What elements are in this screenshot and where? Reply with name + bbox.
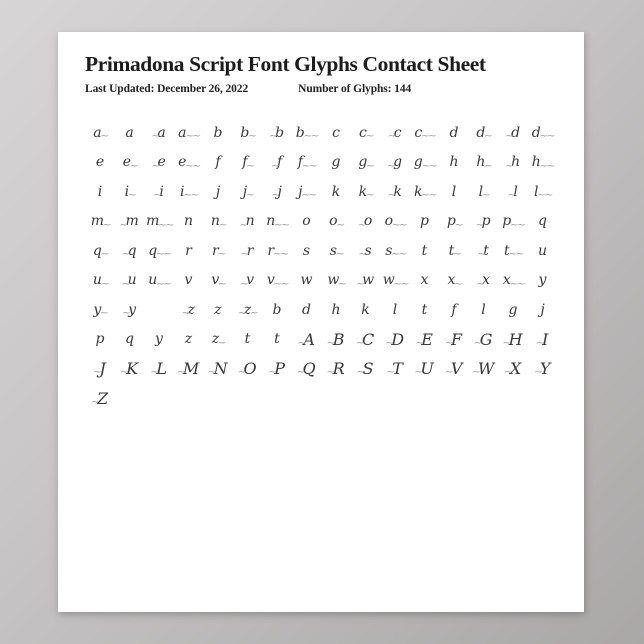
glyph-cell: ~ V <box>444 359 462 379</box>
glyph-cell: q ~ <box>92 242 108 261</box>
glyph-cell: ~ y <box>121 301 136 320</box>
glyph-cell: j ~ <box>242 183 253 202</box>
glyph-cell: ~ k <box>387 183 402 202</box>
glyph-cell <box>203 384 233 414</box>
glyph-cell: p <box>420 213 429 230</box>
glyph-cell: i ~~ <box>180 183 198 202</box>
glyph-cell: l <box>392 301 397 318</box>
glyph-cell: ~ b <box>268 124 284 143</box>
glyph-cell: ~ N <box>207 359 228 379</box>
glyph-cell: ~ J <box>93 359 106 379</box>
glyph-cell: ~ H <box>502 329 523 349</box>
glyph-cell: n ~~ <box>266 213 289 231</box>
glyph-cell: ~ S <box>356 359 374 379</box>
glyph-cell: e <box>95 154 104 171</box>
glyph-cell: o ~~ <box>384 213 406 231</box>
glyph-cell: z <box>184 331 192 348</box>
glyph-count-text: Number of Glyphs: 144 <box>298 83 412 95</box>
glyph-grid <box>85 118 557 413</box>
last-updated-text: Last Updated: December 26, 2022 <box>85 83 249 95</box>
glyph-cell: ~ X <box>503 359 521 379</box>
glyph-cell: ~ K <box>119 359 138 379</box>
glyph-cell: x ~~ <box>502 272 524 290</box>
glyph-cell: w ~ <box>327 272 346 290</box>
glyph-cell: b <box>272 301 281 318</box>
glyph-cell <box>469 384 499 414</box>
glyph-cell <box>144 295 174 325</box>
glyph-cell: w ~~ <box>382 272 408 290</box>
glyph-cell: ~ h <box>504 154 520 172</box>
glyph-cell: a ~~ <box>178 124 200 143</box>
glyph-cell: ~ z <box>181 301 195 320</box>
glyph-cell: ~ Q <box>296 359 316 379</box>
glyph-cell: u ~~ <box>148 272 171 290</box>
glyph-cell: v ~~ <box>266 272 288 290</box>
glyph-cell: m ~ <box>90 213 110 231</box>
glyph-cell: ~ u <box>121 272 137 290</box>
glyph-cell: m ~~ <box>146 213 173 231</box>
glyph-cell: g <box>331 154 340 171</box>
glyph-cell: ~ D <box>384 329 404 349</box>
glyph-cell: c <box>332 124 340 141</box>
glyph-cell: ~ z ~ <box>237 301 257 320</box>
glyph-cell: ~ s <box>358 242 372 261</box>
glyph-cell: u ~ <box>92 272 108 290</box>
glyph-cell: b <box>213 124 222 141</box>
glyph-cell <box>528 384 558 414</box>
glyph-cell <box>292 384 322 414</box>
glyph-cell: b ~ <box>240 124 256 143</box>
glyph-cell: v ~ <box>211 272 226 290</box>
glyph-cell: a ~ <box>93 124 108 143</box>
glyph-cell <box>144 384 174 414</box>
glyph-cell: ~ W <box>471 359 494 379</box>
glyph-cell: ~ F <box>444 329 462 349</box>
glyph-cell: ~ f <box>270 154 282 172</box>
glyph-cell: r ~~ <box>267 242 288 261</box>
glyph-cell: e ~~ <box>178 154 200 172</box>
glyph-cell: j <box>215 183 220 200</box>
glyph-cell: ~ A <box>297 329 315 349</box>
glyph-cell: t <box>244 331 250 348</box>
glyph-cell: g ~~ <box>413 154 436 172</box>
glyph-cell: ~ R <box>326 359 345 379</box>
glyph-cell: s <box>302 242 310 259</box>
glyph-cell: x ~ <box>447 272 462 290</box>
glyph-cell: ~ i <box>153 183 164 202</box>
glyph-cell: ~ r <box>240 242 253 261</box>
glyph-cell: ~ c <box>387 124 402 143</box>
glyph-cell: ~ d <box>504 124 520 143</box>
glyph-cell: o <box>302 213 311 230</box>
glyph-cell: t <box>421 301 427 318</box>
glyph-cell: q <box>125 331 134 348</box>
glyph-cell: y <box>155 331 163 348</box>
glyph-cell <box>115 384 145 414</box>
glyph-cell: t ~ <box>448 242 460 261</box>
glyph-cell: t <box>421 242 427 259</box>
glyph-cell: ~ e <box>151 154 166 172</box>
glyph-cell <box>233 384 263 414</box>
glyph-cell: a <box>125 124 134 141</box>
glyph-cell: ~ C <box>355 329 374 349</box>
glyph-cell: d ~~ <box>531 124 554 143</box>
glyph-cell: e ~ <box>122 154 137 172</box>
glyph-cell: c ~~ <box>414 124 436 143</box>
glyph-cell: l ~~ <box>534 183 552 202</box>
glyph-cell: ~ O <box>237 359 257 379</box>
glyph-cell: h ~~ <box>531 154 554 172</box>
glyph-cell: r ~ <box>212 242 225 261</box>
glyph-cell: p ~~ <box>502 213 525 231</box>
glyph-cell <box>380 384 410 414</box>
glyph-cell: s ~~ <box>385 242 406 261</box>
glyph-cell: l <box>451 183 456 200</box>
glyph-cell: ~ t <box>477 242 489 261</box>
glyph-cell: o ~ <box>329 213 344 231</box>
glyph-cell: b ~~ <box>295 124 318 143</box>
glyph-cell: ~ j <box>271 183 282 202</box>
glyph-cell: p ~ <box>446 213 462 231</box>
glyph-cell: n ~ <box>210 213 226 231</box>
glyph-cell: j ~~ <box>298 183 316 202</box>
glyph-cell: ~ G <box>473 329 492 349</box>
glyph-cell: i <box>97 183 102 200</box>
glyph-cell: ~ o <box>357 213 372 231</box>
glyph-cell: ~ U <box>414 359 434 379</box>
glyph-cell: u <box>537 242 547 259</box>
glyph-cell: d <box>302 301 311 318</box>
glyph-cell: f ~~ <box>297 154 316 172</box>
glyph-cell: k ~ <box>358 183 373 202</box>
glyph-cell: x <box>420 272 428 289</box>
poster-meta <box>85 83 564 95</box>
glyph-cell: ~ p <box>475 213 491 231</box>
glyph-cell: f <box>215 154 221 171</box>
glyph-cell: f ~ <box>242 154 254 172</box>
glyph-cell: h <box>331 301 341 318</box>
glyph-cell: ~ E <box>415 329 433 349</box>
glyph-cell: k <box>331 183 340 200</box>
glyph-cell: ~ g <box>386 154 402 172</box>
glyph-cell: s ~ <box>329 242 343 261</box>
glyph-cell: f <box>451 301 457 318</box>
glyph-cell: ~ q <box>121 242 137 261</box>
glyph-cell: ~ P <box>268 359 285 379</box>
glyph-cell: t <box>274 331 280 348</box>
glyph-cell: c ~ <box>358 124 373 143</box>
glyph-cell <box>439 384 469 414</box>
glyph-cell: ~ w <box>355 272 374 290</box>
glyph-cell: ~ T <box>386 359 403 379</box>
glyph-cell: d <box>449 124 458 141</box>
glyph-cell: ~ m <box>119 213 139 231</box>
glyph-cell: ~ x <box>475 272 490 290</box>
glyph-cell: h ~ <box>476 154 492 172</box>
glyph-cell: z <box>214 301 222 318</box>
glyph-cell: h <box>449 154 459 171</box>
glyph-cell <box>410 384 440 414</box>
glyph-cell: ~ a <box>151 124 166 143</box>
glyph-cell: ~ l <box>507 183 518 202</box>
glyph-cell: j <box>540 301 545 318</box>
glyph-cell: ~ Y <box>533 359 550 379</box>
glyph-cell: q <box>538 213 547 230</box>
glyph-cell: ~ B <box>326 329 344 349</box>
poster <box>58 32 584 612</box>
glyph-cell: y <box>538 272 546 289</box>
glyph-cell: k ~~ <box>414 183 436 202</box>
poster-title: Primadona Script Font Glyphs Contact Sheet <box>85 52 486 76</box>
glyph-cell: n <box>183 213 193 230</box>
glyph-cell <box>498 384 528 414</box>
glyph-cell: l <box>481 301 486 318</box>
glyph-cell: v <box>184 272 192 289</box>
glyph-cell: t ~~ <box>503 242 523 261</box>
glyph-cell <box>321 384 351 414</box>
glyph-cell: ~ I <box>535 329 548 349</box>
glyph-cell <box>262 384 292 414</box>
glyph-cell: ~ n <box>239 213 255 231</box>
glyph-cell: ~ Z <box>90 388 108 408</box>
glyph-cell: p <box>95 331 104 348</box>
glyph-cell: g ~ <box>358 154 374 172</box>
poster-header <box>85 52 564 95</box>
glyph-cell: d ~ <box>476 124 492 143</box>
glyph-cell <box>174 384 204 414</box>
glyph-cell: k <box>361 301 370 318</box>
glyph-cell: l ~ <box>478 183 489 202</box>
glyph-cell: ~ v <box>239 272 254 290</box>
glyph-cell: z ~ <box>211 331 225 349</box>
glyph-cell: g <box>508 301 517 318</box>
glyph-cell: y ~ <box>93 301 108 320</box>
glyph-cell <box>351 384 381 414</box>
glyph-cell: r <box>185 242 192 259</box>
glyph-cell: q ~~ <box>148 242 171 261</box>
glyph-cell: w <box>300 272 312 289</box>
glyph-cell: ~ L <box>150 359 167 379</box>
glyph-cell: i ~ <box>124 183 135 202</box>
glyph-cell: ~ M <box>176 359 199 379</box>
